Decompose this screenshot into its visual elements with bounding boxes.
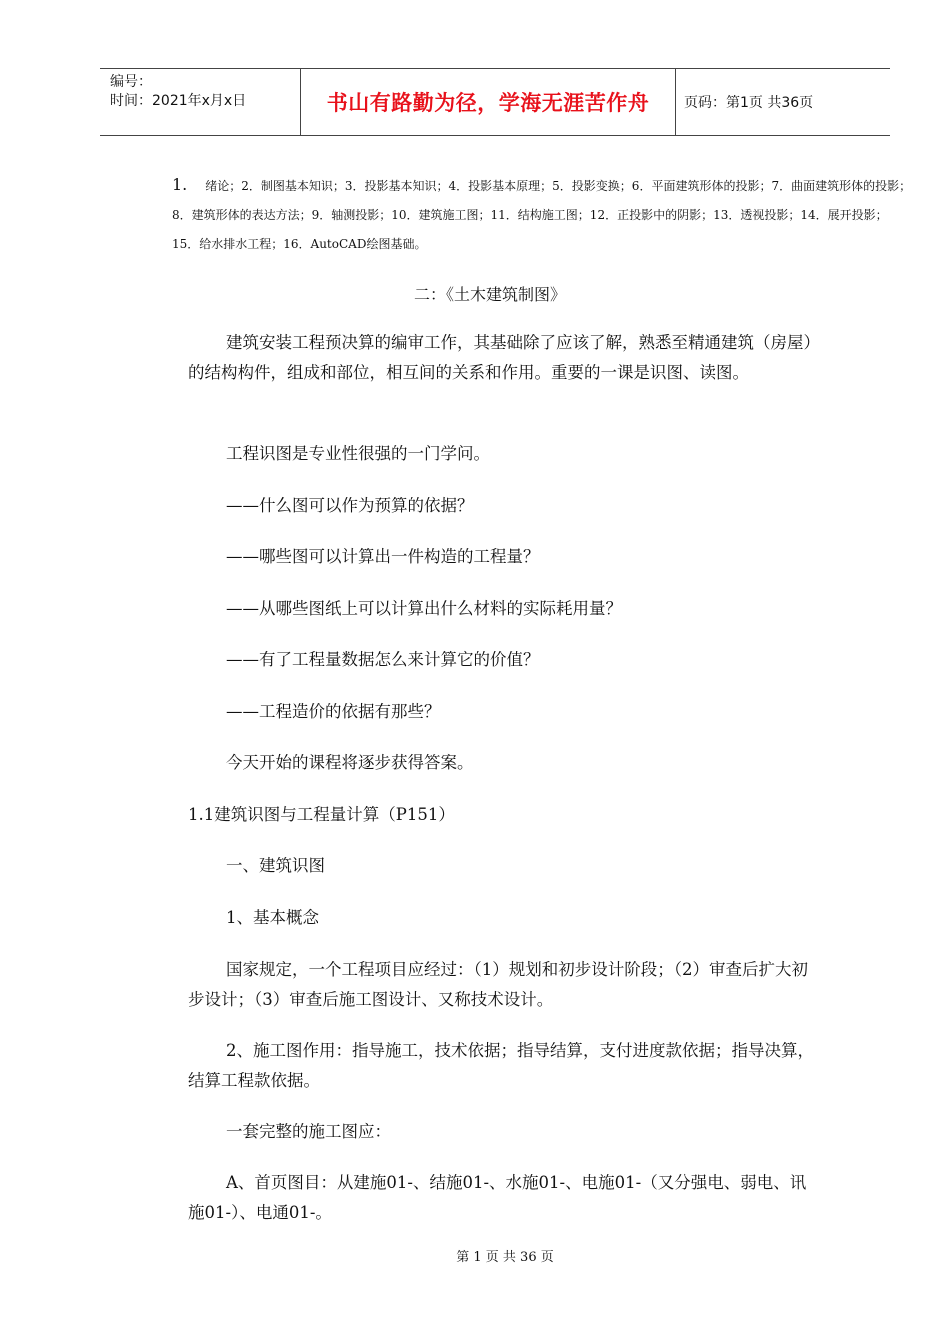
question-item: ——什么图可以作为预算的依据？ bbox=[226, 496, 474, 515]
document-time-label: 时间：2021年x月x日 bbox=[110, 93, 247, 109]
document-number-label: 编号： bbox=[110, 74, 152, 90]
course-outline bbox=[172, 170, 912, 259]
section-title: 二：《土木建筑制图》 bbox=[413, 285, 566, 304]
subsection-heading: 1.1建筑识图与工程量计算（P151） bbox=[188, 805, 455, 824]
paragraph: 工程识图是专业性很强的一门学问。 bbox=[226, 444, 490, 463]
page-footer: 第 1 页 共 36 页 bbox=[456, 1250, 554, 1265]
header-page-cell bbox=[676, 69, 890, 135]
paragraph-intro: 建筑安装工程预决算的编审工作，其基础除了应该了解，熟悉至精通建筑（房屋）的结构构件，组成和部位，相互间的关系和作用。重要的一课是识图、读图。 bbox=[188, 333, 812, 382]
question-item: ——工程造价的依据有那些？ bbox=[226, 702, 441, 721]
paragraph: 国家规定，一个工程项目应经过：（1）规划和初步设计阶段；（2）审查后扩大初步设计；（3）审查后施工图设计、又称技术设计。 bbox=[188, 960, 808, 1009]
paragraph: 一套完整的施工图应： bbox=[226, 1122, 391, 1141]
header-meta bbox=[100, 69, 301, 135]
question-item: ——有了工程量数据怎么来计算它的价值？ bbox=[226, 650, 540, 669]
paragraph: 2、施工图作用：指导施工，技术依据；指导结算，支付进度款依据；指导决算，结算工程款依据。 bbox=[188, 1041, 814, 1090]
document-header bbox=[100, 68, 890, 136]
paragraph: A、首页图目：从建施01-、结施01-、水施01-、电施01-（又分强电、弱电、讯施01-）、电通01-。 bbox=[188, 1173, 807, 1222]
paragraph: 今天开始的课程将逐步获得答案。 bbox=[226, 753, 474, 772]
header-motto-cell bbox=[301, 69, 676, 135]
heading-level-3: 1、基本概念 bbox=[226, 908, 319, 927]
question-item: ——哪些图可以计算出一件构造的工程量？ bbox=[226, 547, 540, 566]
outline-text: 绪论；2．制图基本知识；3．投影基本知识；4．投影基本原理；5．投影变换；6．平面建筑形体的投影；7．曲面建筑形体的投影；8．建筑形体的表达方法；9．轴测投影；10．建筑施工图；11．结构施工图；12．正投影中的阴影；13．透视投影；14．展开投影；15．给水排水工程；16．AutoCAD绘图基础。 bbox=[172, 179, 912, 251]
question-item: ——从哪些图纸上可以计算出什么材料的实际耗用量？ bbox=[226, 599, 622, 618]
outline-number: 1. bbox=[172, 175, 188, 194]
heading-level-2: 一、建筑识图 bbox=[226, 856, 325, 875]
header-motto: 书山有路勤为径，学海无涯苦作舟 bbox=[326, 91, 650, 115]
header-page-label: 页码：第1页 共36页 bbox=[684, 95, 814, 111]
